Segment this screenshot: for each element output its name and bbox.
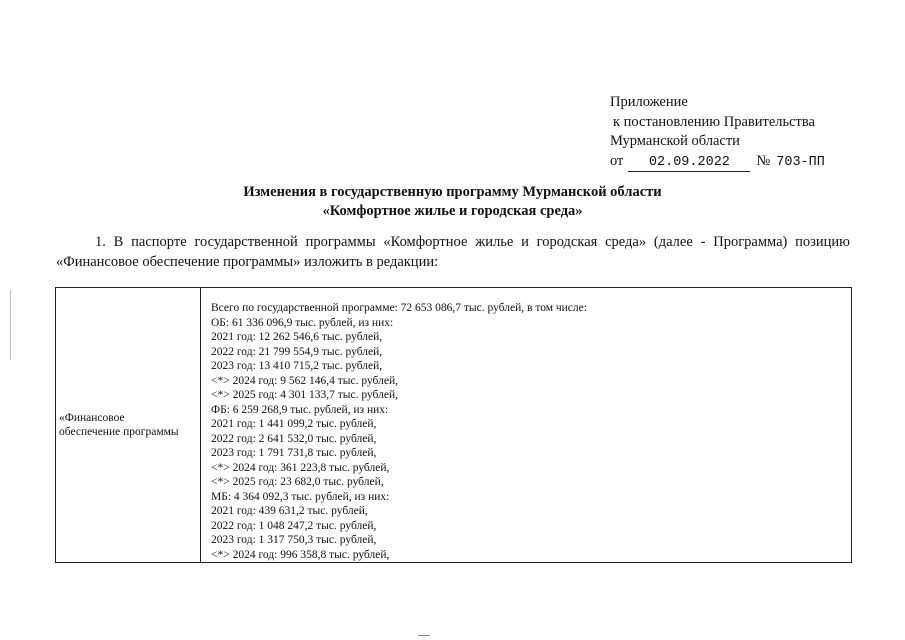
title-line-1: Изменения в государственную программу Мурманской области <box>243 184 662 200</box>
intro-paragraph-text: 1. В паспорте государственной программы «Комфортное жилье и городская среда» (далее - Программа) позицию «Финансовое обеспечение программы» изложить в редакции: <box>56 234 850 270</box>
financing-line: <*> 2025 год: 23 682,0 тыс. рублей, <box>211 476 384 488</box>
page-bottom-mark <box>418 635 430 636</box>
table-row <box>56 288 852 563</box>
appendix-title: Приложение <box>610 94 688 110</box>
financing-line: ОБ: 61 336 096,9 тыс. рублей, из них: <box>211 316 394 329</box>
date-prefix: от <box>610 152 624 169</box>
financing-label-line-1: «Финансовое <box>59 411 125 424</box>
financing-line: 2021 год: 439 631,2 тыс. рублей, <box>211 505 368 517</box>
title-line-2: «Комфортное жилье и городская среда» <box>322 203 583 219</box>
date-value: 02.09.2022 <box>628 155 750 172</box>
appendix-date-row <box>610 152 825 173</box>
number-value: 703-ПП <box>776 154 825 170</box>
financing-line: 2021 год: 1 441 099,2 тыс. рублей, <box>211 418 377 430</box>
appendix-region: Мурманской области <box>610 133 740 149</box>
scan-artifact-line <box>10 290 11 360</box>
financing-line: 2023 год: 1 317 750,3 тыс. рублей, <box>211 534 377 546</box>
financing-label-line-2: обеспечение программы <box>59 426 179 438</box>
financing-line: 2022 год: 21 799 554,9 тыс. рублей, <box>211 345 383 358</box>
financing-line: Всего по государственной программе: 72 653 086,7 тыс. рублей, в том числе: <box>211 302 587 314</box>
financing-line: 2021 год: 12 262 546,6 тыс. рублей, <box>211 331 383 343</box>
financing-line: 2023 год: 13 410 715,2 тыс. рублей, <box>211 360 383 372</box>
financing-line: ФБ: 6 259 268,9 тыс. рублей, из них: <box>211 403 389 416</box>
financing-line: 2023 год: 1 791 731,8 тыс. рублей, <box>211 447 377 459</box>
financing-line: <*> 2024 год: 996 358,8 тыс. рублей, <box>211 548 390 561</box>
document-title <box>0 183 905 221</box>
financing-line: 2022 год: 1 048 247,2 тыс. рублей, <box>211 519 377 532</box>
financing-line: <*> 2024 год: 361 223,8 тыс. рублей, <box>211 461 390 474</box>
intro-paragraph <box>56 233 850 272</box>
financing-line: <*> 2024 год: 9 562 146,4 тыс. рублей, <box>211 374 398 387</box>
financing-table <box>55 287 852 563</box>
financing-content-cell <box>201 288 852 563</box>
financing-line: 2022 год: 2 641 532,0 тыс. рублей, <box>211 432 377 445</box>
appendix-resolution: к постановлению Правительства <box>613 113 815 130</box>
number-prefix: № <box>756 152 771 169</box>
financing-line: <*> 2025 год: 4 301 133,7 тыс. рублей, <box>211 389 398 401</box>
financing-label-cell <box>56 288 201 563</box>
financing-line: МБ: 4 364 092,3 тыс. рублей, из них: <box>211 490 390 503</box>
appendix-block <box>610 93 825 172</box>
